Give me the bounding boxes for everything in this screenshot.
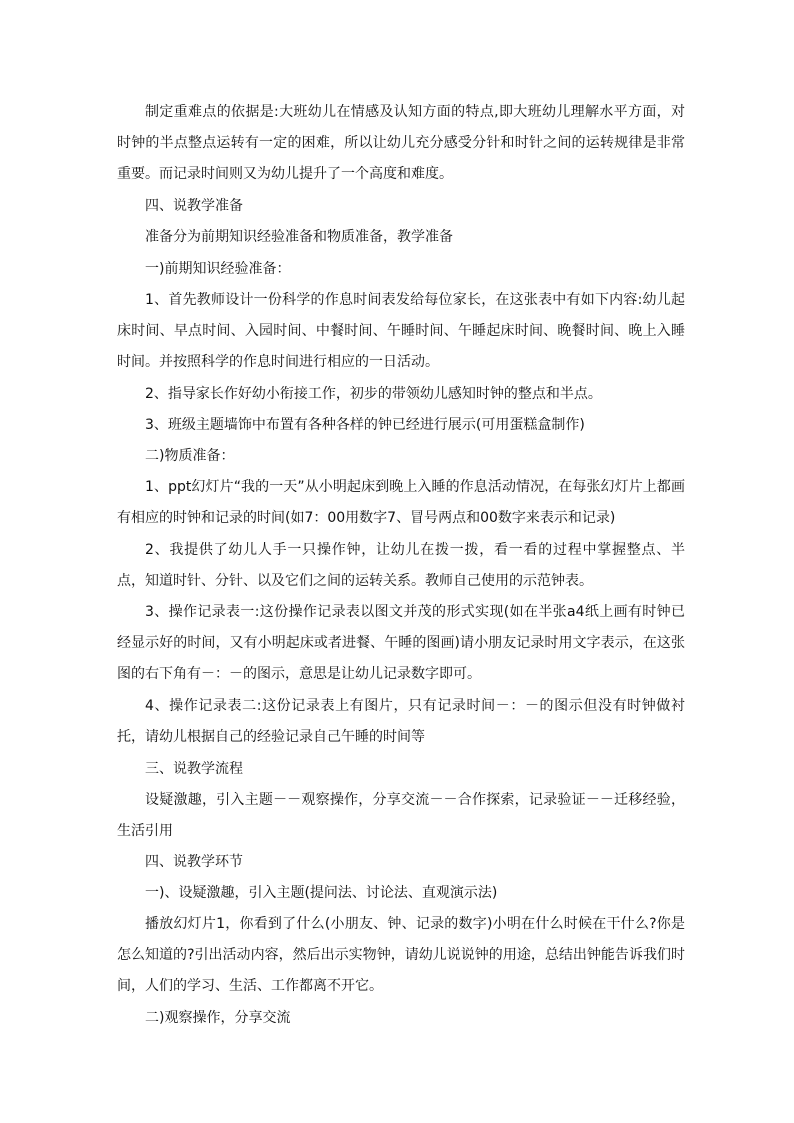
paragraph-parent-guidance: 2、指导家长作好幼小衔接工作，初步的带领幼儿感知时钟的整点和半点。 xyxy=(145,386,602,402)
subheading-material-preparation: 二)物质准备： xyxy=(145,448,235,464)
heading-teaching-process: 三、说教学流程 xyxy=(145,761,243,777)
paragraph-schedule-table: 1、首先教师设计一份科学的作息时间表发给每位家长，在这张表中有如下内容:幼儿起床时间、早点时间、入园时间、中餐时间、午睡时间、午睡起床时间、晚餐时间、晚上入睡时间。并按照科学的作息时间进行相应的一日活动。 xyxy=(117,292,685,371)
subheading-prior-knowledge: 一)前期知识经验准备： xyxy=(145,261,291,277)
heading-teaching-stages: 四、说教学环节 xyxy=(145,854,243,870)
paragraph-operation-clock: 2、我提供了幼儿人手一只操作钟，让幼儿在拨一拨，看一看的过程中掌握整点、半点，知道时针、分针、以及它们之间的运转关系。教师自己使用的示范钟表。 xyxy=(117,542,685,590)
paragraph-slide-one: 播放幻灯片1，你看到了什么(小朋友、钟、记录的数字)小明在什么时候在干什么?你是怎么知道的?引出活动内容，然后出示实物钟，请幼儿说说钟的用途，总结出钟能告诉我们时间，人们的学习、生活、工作都离不开它。 xyxy=(117,916,685,995)
paragraph-key-points-basis: 制定重难点的依据是:大班幼儿在情感及认知方面的特点,即大班幼儿理解水平方面，对时钟的半点整点运转有一定的困难，所以让幼儿充分感受分针和时针之间的运转规律是非常重要。而记录时间则又为幼儿提升了一个高度和难度。 xyxy=(117,104,685,183)
paragraph-preparation-overview: 准备分为前期知识经验准备和物质准备，教学准备 xyxy=(145,229,453,245)
paragraph-record-sheet-one: 3、操作记录表一:这份操作记录表以图文并茂的形式实现(如在半张a4纸上画有时钟已经显示好的时间，又有小明起床或者进餐、午睡的图画)请小朋友记录时用文字表示，在这张图的右下角有－：－的图示，意思是让幼儿记录数字即可。 xyxy=(117,604,685,683)
subheading-stage-one: 一)、设疑激趣，引入主题(提问法、讨论法、直观演示法) xyxy=(145,885,498,901)
paragraph-process-steps: 设疑激趣，引入主题－－观察操作，分享交流－－合作探索，记录验证－－迁移经验，生活引用 xyxy=(117,792,685,840)
paragraph-ppt-slides: 1、ppt幻灯片“我的一天”从小明起床到晚上入睡的作息活动情况，在每张幻灯片上都画有相应的时钟和记录的时间(如7：00用数字7、冒号两点和00数字来表示和记录) xyxy=(117,479,685,527)
heading-teaching-preparation: 四、说教学准备 xyxy=(145,198,243,214)
paragraph-record-sheet-two: 4、操作记录表二:这份记录表上有图片，只有记录时间－：－的图示但没有时钟做衬托，请幼儿根据自己的经验记录自己午睡的时间等 xyxy=(117,698,685,746)
subheading-stage-two: 二)观察操作，分享交流 xyxy=(145,1010,291,1026)
paragraph-theme-wall: 3、班级主题墙饰中布置有各种各样的钟已经进行展示(可用蛋糕盒制作) xyxy=(145,417,585,433)
